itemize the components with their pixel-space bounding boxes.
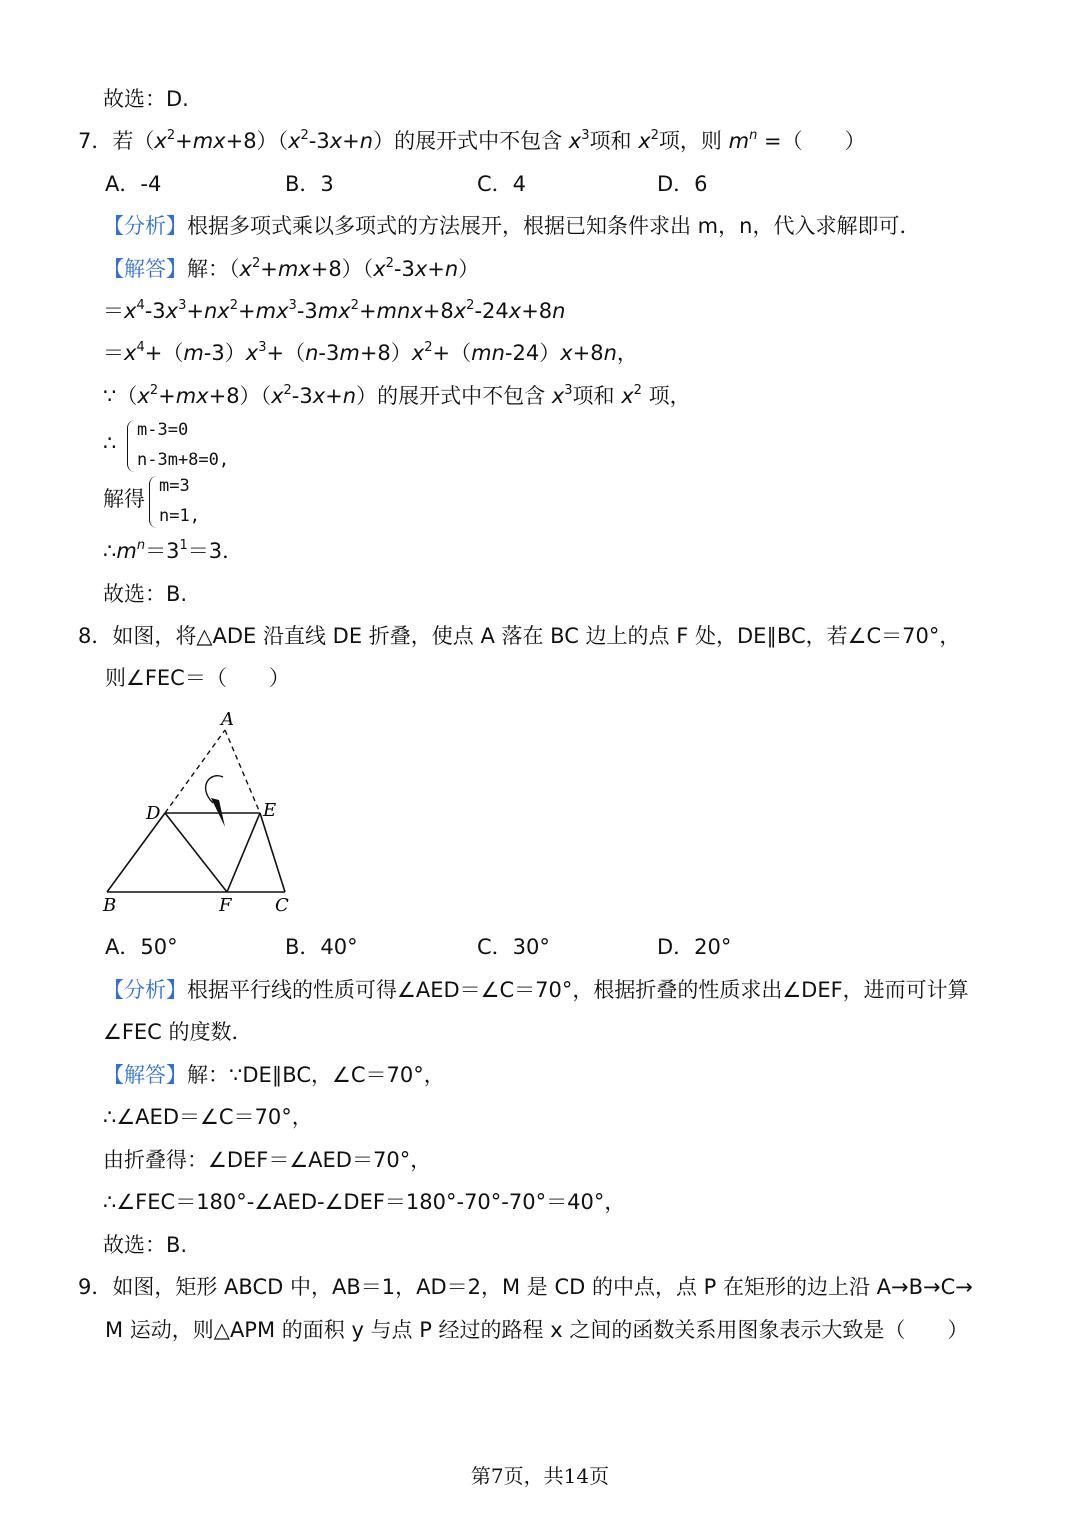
q7-solution-line2: $=x^4-3x^3+nx^2+mx^3-3mx^2+mnx+8x^2-24x+8n$	[103, 298, 566, 323]
q8-solution-line2: ∴∠AED＝∠C＝70°，	[103, 1105, 313, 1129]
q8-option-c: C．30°	[477, 935, 550, 959]
q8-answer: 故选：B.	[103, 1233, 188, 1257]
label-e: E	[263, 800, 277, 821]
q8-solution-line3: 由折叠得：∠DEF＝∠AED＝70°，	[103, 1148, 432, 1172]
label-b: B	[103, 895, 117, 916]
system2-eq2: n=1,	[159, 506, 200, 526]
q8-stem-line1: 8．如图，将△ADE 沿直线 DE 折叠，使点 A 落在 BC 边上的点 F 处，DE∥BC，若∠C＝70°，	[78, 624, 961, 648]
dashed-ae	[225, 730, 260, 813]
q7-solution-line4: $\because(x^2+mx+8)(x^2-3x+n)$的展开式中不包含 $x^3$项和 $x^2$ 项，	[103, 383, 691, 408]
q7-result: $\therefore m^n=3^1=3$．	[103, 538, 244, 563]
segment-ef	[227, 813, 260, 892]
label-a: A	[221, 709, 234, 730]
system1-eq1: m-3=0	[137, 420, 189, 440]
previous-answer: 故选：D.	[103, 87, 189, 111]
q7-answer: 故选：B.	[103, 582, 188, 606]
q7-solution-line1: 【解答】解：$(x^2+mx+8)(x^2-3x+n)$	[103, 256, 480, 281]
segment-df	[165, 813, 227, 892]
label-d: D	[146, 803, 161, 824]
q8-option-d: D．20°	[657, 935, 732, 959]
q7-stem: 7．若$(x^2+mx+8)(x^2-3x+n)$的展开式中不包含 $x^3$项和 $x^2$项，则 $m^n$ =（ ）	[78, 128, 866, 153]
system-brace	[127, 420, 136, 472]
q8-analysis-line2: ∠FEC 的度数．	[103, 1020, 253, 1044]
q8-analysis-line1: 【分析】根据平行线的性质可得∠AED＝∠C＝70°，根据折叠的性质求出∠DEF，进而可计算	[103, 978, 969, 1002]
q9-stem-line1: 9．如图，矩形 ABCD 中，AB＝1，AD＝2，M 是 CD 的中点，点 P 在矩形的边上沿 A→B→C→	[78, 1275, 973, 1299]
q7-option-b: B．3	[285, 172, 334, 196]
q8-option-a: A．50°	[105, 935, 178, 959]
q8-option-b: B．40°	[285, 935, 358, 959]
label-c: C	[275, 895, 289, 916]
jiede-label: 解得	[103, 487, 145, 511]
system1-eq2: n-3m+8=0,	[137, 450, 230, 470]
label-f: F	[219, 895, 232, 916]
system-brace	[149, 476, 158, 528]
segment-ec	[260, 813, 285, 892]
q7-option-a: A．-4	[105, 172, 162, 196]
therefore-symbol: ∴	[103, 431, 117, 455]
segment-bd	[107, 813, 165, 892]
q8-solution-line1: 【解答】解：∵DE∥BC，∠C＝70°，	[103, 1063, 445, 1087]
q7-solution-line3: $=x^4+(m-3)x^3+(n-3m+8)x^2+(mn-24)x+8n$，	[103, 340, 638, 365]
page-footer: 第7页，共14页	[470, 1464, 610, 1488]
q8-solution-line4: ∴∠FEC＝180°-∠AED-∠DEF＝180°-70°-70°＝40°，	[103, 1190, 626, 1214]
q9-stem-line2: M 运动，则△APM 的面积 y 与点 P 经过的路程 x 之间的函数关系用图象表示大致是（ ）	[105, 1318, 969, 1342]
q8-stem-line2: 则∠FEC＝（ ）	[105, 666, 290, 690]
system2-eq1: m=3	[159, 476, 190, 496]
q7-option-c: C．4	[477, 172, 527, 196]
q7-option-d: D．6	[657, 172, 708, 196]
q8-figure	[95, 705, 310, 920]
q7-analysis: 【分析】根据多项式乘以多项式的方法展开，根据已知条件求出 m，n，代入求解即可．	[103, 214, 921, 238]
